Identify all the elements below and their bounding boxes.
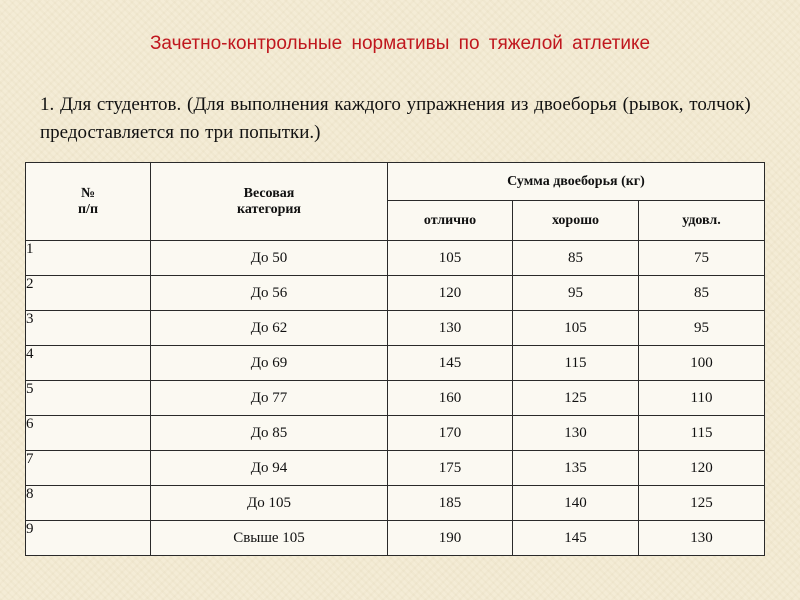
- row-weight-category: До 62: [151, 311, 388, 346]
- row-satisfactory: 110: [639, 381, 765, 416]
- header-good: хорошо: [513, 201, 639, 241]
- intro-text: 1. Для студентов. (Для выполнения каждого упражнения из двоеборья (рывок, толчок) предоставляется по три попытки.): [40, 94, 751, 143]
- row-satisfactory: 85: [639, 276, 765, 311]
- header-category-line1: Весовая: [243, 185, 295, 201]
- row-good: 135: [513, 451, 639, 486]
- row-weight-category: Свыше 105: [151, 521, 388, 556]
- row-good: 95: [513, 276, 639, 311]
- row-good: 140: [513, 486, 639, 521]
- header-number: [26, 163, 151, 241]
- row-satisfactory: 100: [639, 346, 765, 381]
- table-row: [26, 521, 765, 556]
- row-satisfactory: 130: [639, 521, 765, 556]
- row-excellent: 105: [388, 241, 513, 276]
- table-row: [26, 276, 765, 311]
- header-excellent: отлично: [388, 201, 513, 241]
- row-number: 9: [26, 521, 151, 556]
- slide-title: Зачетно-контрольные нормативы по тяжелой атлетике: [149, 33, 651, 54]
- row-number: 8: [26, 486, 151, 521]
- row-satisfactory: 115: [639, 416, 765, 451]
- header-category-line2: категория: [236, 201, 302, 217]
- row-weight-category: До 85: [151, 416, 388, 451]
- row-weight-category: До 50: [151, 241, 388, 276]
- row-weight-category: До 56: [151, 276, 388, 311]
- row-satisfactory: 120: [639, 451, 765, 486]
- row-excellent: 120: [388, 276, 513, 311]
- row-number: 1: [26, 241, 151, 276]
- row-good: 115: [513, 346, 639, 381]
- header-number-line2: п/п: [77, 201, 99, 217]
- row-number: 5: [26, 381, 151, 416]
- row-excellent: 170: [388, 416, 513, 451]
- row-weight-category: До 94: [151, 451, 388, 486]
- header-weight-category: [151, 163, 388, 241]
- row-excellent: 175: [388, 451, 513, 486]
- row-weight-category: До 69: [151, 346, 388, 381]
- table-row: [26, 416, 765, 451]
- row-number: 7: [26, 451, 151, 486]
- row-satisfactory: 95: [639, 311, 765, 346]
- row-number: 3: [26, 311, 151, 346]
- header-number-line1: №: [80, 185, 96, 201]
- row-number: 4: [26, 346, 151, 381]
- row-excellent: 130: [388, 311, 513, 346]
- row-number: 6: [26, 416, 151, 451]
- norms-table: [25, 162, 765, 556]
- row-weight-category: До 105: [151, 486, 388, 521]
- row-good: 85: [513, 241, 639, 276]
- table-row: [26, 346, 765, 381]
- row-good: 125: [513, 381, 639, 416]
- row-satisfactory: 75: [639, 241, 765, 276]
- row-excellent: 160: [388, 381, 513, 416]
- header-satisfactory: удовл.: [639, 201, 765, 241]
- row-excellent: 185: [388, 486, 513, 521]
- row-satisfactory: 125: [639, 486, 765, 521]
- row-good: 145: [513, 521, 639, 556]
- row-excellent: 190: [388, 521, 513, 556]
- row-weight-category: До 77: [151, 381, 388, 416]
- row-good: 105: [513, 311, 639, 346]
- row-good: 130: [513, 416, 639, 451]
- table-row: [26, 311, 765, 346]
- table-row: [26, 381, 765, 416]
- table-body: [26, 241, 765, 556]
- table-row: [26, 241, 765, 276]
- header-biathlon-sum: Сумма двоеборья (кг): [388, 163, 765, 201]
- row-excellent: 145: [388, 346, 513, 381]
- row-number: 2: [26, 276, 151, 311]
- table-row: [26, 486, 765, 521]
- table-row: [26, 451, 765, 486]
